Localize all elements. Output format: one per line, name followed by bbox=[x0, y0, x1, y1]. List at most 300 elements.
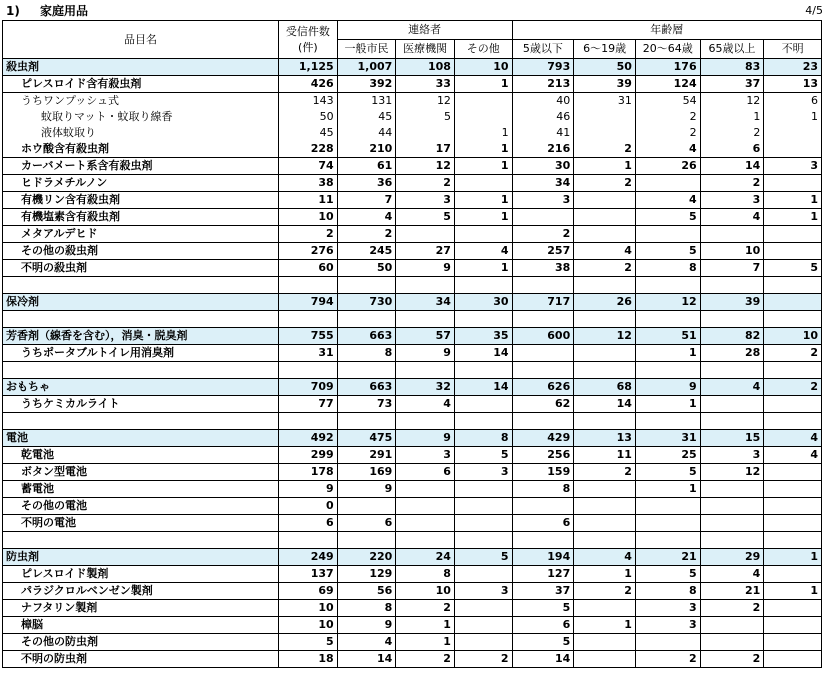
value-cell: 6 bbox=[512, 617, 574, 634]
value-cell: 7 bbox=[700, 260, 764, 277]
item-name: その他の防虫剤 bbox=[3, 634, 279, 651]
category-row bbox=[3, 549, 822, 566]
category-row bbox=[3, 294, 822, 311]
item-name bbox=[3, 532, 279, 549]
value-cell bbox=[512, 277, 574, 294]
value-cell: 5 bbox=[396, 109, 455, 125]
value-cell bbox=[279, 362, 338, 379]
value-cell bbox=[574, 311, 636, 328]
col-header-contact: 連絡者 bbox=[337, 21, 512, 40]
item-name: その他の電池 bbox=[3, 498, 279, 515]
table-row bbox=[3, 125, 822, 141]
value-cell: 5 bbox=[512, 634, 574, 651]
table-body bbox=[3, 59, 822, 668]
value-cell bbox=[574, 515, 636, 532]
value-cell: 38 bbox=[512, 260, 574, 277]
value-cell: 249 bbox=[279, 549, 338, 566]
value-cell: 2 bbox=[635, 651, 700, 668]
value-cell bbox=[454, 566, 512, 583]
value-cell: 4 bbox=[574, 243, 636, 260]
value-cell: 25 bbox=[635, 447, 700, 464]
value-cell: 4 bbox=[574, 549, 636, 566]
value-cell: 2 bbox=[396, 600, 455, 617]
value-cell: 245 bbox=[337, 243, 396, 260]
value-cell: 291 bbox=[337, 447, 396, 464]
value-cell bbox=[635, 515, 700, 532]
value-cell bbox=[764, 294, 822, 311]
value-cell bbox=[454, 311, 512, 328]
col-header-age-6-19: 6～19歳 bbox=[574, 40, 636, 59]
value-cell: 143 bbox=[279, 93, 338, 110]
value-cell bbox=[574, 109, 636, 125]
value-cell: 2 bbox=[396, 651, 455, 668]
value-cell: 1 bbox=[764, 109, 822, 125]
value-cell bbox=[396, 125, 455, 141]
value-cell: 8 bbox=[337, 345, 396, 362]
value-cell: 3 bbox=[512, 192, 574, 209]
value-cell: 717 bbox=[512, 294, 574, 311]
value-cell bbox=[574, 634, 636, 651]
value-cell: 37 bbox=[512, 583, 574, 600]
table-row bbox=[3, 260, 822, 277]
value-cell: 2 bbox=[574, 175, 636, 192]
value-cell: 194 bbox=[512, 549, 574, 566]
col-header-age: 年齢層 bbox=[512, 21, 821, 40]
value-cell: 2 bbox=[574, 260, 636, 277]
value-cell bbox=[700, 413, 764, 430]
value-cell: 2 bbox=[635, 125, 700, 141]
col-header-contact-other: その他 bbox=[454, 40, 512, 59]
table-row bbox=[3, 192, 822, 209]
value-cell: 54 bbox=[635, 93, 700, 110]
value-cell bbox=[396, 515, 455, 532]
value-cell: 10 bbox=[454, 59, 512, 76]
value-cell: 14 bbox=[574, 396, 636, 413]
value-cell: 82 bbox=[700, 328, 764, 345]
value-cell bbox=[512, 532, 574, 549]
value-cell: 41 bbox=[512, 125, 574, 141]
value-cell bbox=[337, 413, 396, 430]
value-cell: 30 bbox=[454, 294, 512, 311]
value-cell bbox=[512, 345, 574, 362]
value-cell bbox=[700, 481, 764, 498]
value-cell: 34 bbox=[512, 175, 574, 192]
table-row bbox=[3, 498, 822, 515]
item-name: ピレスロイド含有殺虫剤 bbox=[3, 76, 279, 93]
value-cell: 1 bbox=[635, 481, 700, 498]
value-cell: 26 bbox=[635, 158, 700, 175]
value-cell: 1 bbox=[574, 158, 636, 175]
value-cell bbox=[764, 464, 822, 481]
col-header-age-0-5: 5歳以下 bbox=[512, 40, 574, 59]
value-cell: 23 bbox=[764, 59, 822, 76]
value-cell bbox=[764, 277, 822, 294]
value-cell: 73 bbox=[337, 396, 396, 413]
item-name: 蓄電池 bbox=[3, 481, 279, 498]
table-row bbox=[3, 634, 822, 651]
value-cell: 10 bbox=[700, 243, 764, 260]
value-cell: 794 bbox=[279, 294, 338, 311]
section-title: 家庭用品 bbox=[40, 4, 89, 18]
value-cell: 600 bbox=[512, 328, 574, 345]
value-cell: 2 bbox=[700, 651, 764, 668]
value-cell bbox=[454, 481, 512, 498]
value-cell: 124 bbox=[635, 76, 700, 93]
item-name: 液体蚊取り bbox=[3, 125, 279, 141]
value-cell: 1 bbox=[700, 109, 764, 125]
spacer-row bbox=[3, 532, 822, 549]
value-cell: 7 bbox=[337, 192, 396, 209]
value-cell: 14 bbox=[337, 651, 396, 668]
value-cell: 12 bbox=[700, 464, 764, 481]
value-cell bbox=[635, 362, 700, 379]
value-cell: 1 bbox=[454, 192, 512, 209]
table-row bbox=[3, 226, 822, 243]
value-cell bbox=[396, 481, 455, 498]
value-cell bbox=[635, 311, 700, 328]
item-name: 電池 bbox=[3, 430, 279, 447]
value-cell: 1,125 bbox=[279, 59, 338, 76]
value-cell: 4 bbox=[454, 243, 512, 260]
value-cell: 12 bbox=[574, 328, 636, 345]
value-cell bbox=[396, 311, 455, 328]
value-cell bbox=[396, 532, 455, 549]
value-cell bbox=[635, 277, 700, 294]
value-cell: 299 bbox=[279, 447, 338, 464]
value-cell bbox=[574, 125, 636, 141]
value-cell: 2 bbox=[700, 175, 764, 192]
value-cell: 3 bbox=[635, 617, 700, 634]
page-number: 4/5 bbox=[805, 4, 823, 17]
value-cell: 131 bbox=[337, 93, 396, 110]
value-cell: 83 bbox=[700, 59, 764, 76]
value-cell: 9 bbox=[279, 481, 338, 498]
value-cell: 256 bbox=[512, 447, 574, 464]
item-name: パラジクロルベンゼン製剤 bbox=[3, 583, 279, 600]
table-row bbox=[3, 447, 822, 464]
value-cell: 60 bbox=[279, 260, 338, 277]
value-cell bbox=[764, 125, 822, 141]
col-header-age-unknown: 不明 bbox=[764, 40, 822, 59]
value-cell: 2 bbox=[764, 379, 822, 396]
value-cell: 51 bbox=[635, 328, 700, 345]
value-cell bbox=[574, 277, 636, 294]
value-cell: 1,007 bbox=[337, 59, 396, 76]
value-cell: 74 bbox=[279, 158, 338, 175]
value-cell: 21 bbox=[635, 549, 700, 566]
value-cell bbox=[764, 175, 822, 192]
value-cell bbox=[764, 413, 822, 430]
value-cell: 35 bbox=[454, 328, 512, 345]
value-cell bbox=[700, 396, 764, 413]
value-cell: 2 bbox=[512, 226, 574, 243]
value-cell: 626 bbox=[512, 379, 574, 396]
value-cell: 5 bbox=[279, 634, 338, 651]
value-cell: 6 bbox=[337, 515, 396, 532]
table-row bbox=[3, 209, 822, 226]
value-cell: 4 bbox=[635, 141, 700, 158]
value-cell bbox=[700, 311, 764, 328]
value-cell bbox=[574, 532, 636, 549]
category-row bbox=[3, 328, 822, 345]
value-cell: 4 bbox=[337, 634, 396, 651]
value-cell bbox=[635, 634, 700, 651]
value-cell: 28 bbox=[700, 345, 764, 362]
value-cell: 220 bbox=[337, 549, 396, 566]
value-cell bbox=[279, 413, 338, 430]
value-cell: 3 bbox=[764, 158, 822, 175]
value-cell bbox=[764, 617, 822, 634]
col-header-age-65-plus: 65歳以上 bbox=[700, 40, 764, 59]
spacer-row bbox=[3, 311, 822, 328]
item-name: 樟脳 bbox=[3, 617, 279, 634]
value-cell bbox=[396, 226, 455, 243]
value-cell: 10 bbox=[279, 600, 338, 617]
item-name: ヒドラメチルノン bbox=[3, 175, 279, 192]
value-cell: 14 bbox=[512, 651, 574, 668]
value-cell: 730 bbox=[337, 294, 396, 311]
value-cell bbox=[574, 226, 636, 243]
value-cell bbox=[396, 277, 455, 294]
value-cell: 27 bbox=[396, 243, 455, 260]
col-header-item: 品目名 bbox=[3, 21, 279, 59]
table-row bbox=[3, 481, 822, 498]
value-cell: 5 bbox=[635, 243, 700, 260]
value-cell: 4 bbox=[764, 447, 822, 464]
value-cell bbox=[574, 362, 636, 379]
value-cell: 38 bbox=[279, 175, 338, 192]
value-cell: 9 bbox=[396, 260, 455, 277]
item-name: 有機塩素含有殺虫剤 bbox=[3, 209, 279, 226]
item-name: カーバメート系含有殺虫剤 bbox=[3, 158, 279, 175]
item-name: 芳香剤（線香を含む），消臭・脱臭剤 bbox=[3, 328, 279, 345]
table-row bbox=[3, 93, 822, 110]
table-row bbox=[3, 76, 822, 93]
value-cell bbox=[454, 277, 512, 294]
value-cell: 1 bbox=[454, 158, 512, 175]
value-cell: 15 bbox=[700, 430, 764, 447]
value-cell: 1 bbox=[764, 583, 822, 600]
item-name: おもちゃ bbox=[3, 379, 279, 396]
value-cell: 1 bbox=[396, 617, 455, 634]
value-cell: 32 bbox=[396, 379, 455, 396]
value-cell: 39 bbox=[574, 76, 636, 93]
value-cell bbox=[700, 226, 764, 243]
value-cell: 228 bbox=[279, 141, 338, 158]
item-name: 蚊取りマット・蚊取り線香 bbox=[3, 109, 279, 125]
value-cell bbox=[454, 532, 512, 549]
value-cell: 50 bbox=[279, 109, 338, 125]
item-name bbox=[3, 277, 279, 294]
value-cell: 5 bbox=[635, 464, 700, 481]
value-cell bbox=[764, 634, 822, 651]
value-cell bbox=[337, 532, 396, 549]
item-name: 不明の電池 bbox=[3, 515, 279, 532]
table-row bbox=[3, 175, 822, 192]
value-cell: 663 bbox=[337, 379, 396, 396]
value-cell: 8 bbox=[512, 481, 574, 498]
value-cell bbox=[764, 651, 822, 668]
value-cell: 50 bbox=[337, 260, 396, 277]
value-cell: 40 bbox=[512, 93, 574, 110]
value-cell: 56 bbox=[337, 583, 396, 600]
value-cell: 10 bbox=[279, 617, 338, 634]
value-cell: 6 bbox=[396, 464, 455, 481]
value-cell bbox=[512, 413, 574, 430]
value-cell: 2 bbox=[574, 583, 636, 600]
value-cell: 1 bbox=[574, 617, 636, 634]
value-cell: 4 bbox=[700, 566, 764, 583]
value-cell: 8 bbox=[337, 600, 396, 617]
value-cell: 210 bbox=[337, 141, 396, 158]
value-cell bbox=[454, 175, 512, 192]
statistics-table bbox=[2, 20, 822, 668]
value-cell: 1 bbox=[574, 566, 636, 583]
value-cell: 9 bbox=[337, 617, 396, 634]
col-header-contact-medical: 医療機関 bbox=[396, 40, 455, 59]
value-cell bbox=[279, 277, 338, 294]
value-cell: 1 bbox=[454, 141, 512, 158]
value-cell: 2 bbox=[454, 651, 512, 668]
value-cell bbox=[454, 226, 512, 243]
value-cell bbox=[700, 634, 764, 651]
value-cell: 18 bbox=[279, 651, 338, 668]
value-cell bbox=[635, 413, 700, 430]
value-cell bbox=[337, 362, 396, 379]
table-row bbox=[3, 583, 822, 600]
value-cell: 14 bbox=[454, 379, 512, 396]
value-cell: 159 bbox=[512, 464, 574, 481]
value-cell: 6 bbox=[764, 93, 822, 110]
value-cell bbox=[574, 481, 636, 498]
value-cell bbox=[454, 93, 512, 110]
value-cell: 50 bbox=[574, 59, 636, 76]
value-cell: 45 bbox=[279, 125, 338, 141]
value-cell: 4 bbox=[700, 209, 764, 226]
value-cell: 5 bbox=[635, 566, 700, 583]
value-cell bbox=[700, 515, 764, 532]
category-row bbox=[3, 430, 822, 447]
value-cell: 2 bbox=[700, 600, 764, 617]
item-name: メタアルデヒド bbox=[3, 226, 279, 243]
value-cell: 9 bbox=[635, 379, 700, 396]
value-cell: 14 bbox=[700, 158, 764, 175]
value-cell: 6 bbox=[700, 141, 764, 158]
table-row bbox=[3, 617, 822, 634]
value-cell: 3 bbox=[454, 583, 512, 600]
value-cell bbox=[512, 362, 574, 379]
value-cell bbox=[764, 311, 822, 328]
value-cell bbox=[574, 209, 636, 226]
value-cell: 5 bbox=[635, 209, 700, 226]
value-cell: 1 bbox=[635, 345, 700, 362]
value-cell bbox=[454, 413, 512, 430]
value-cell: 755 bbox=[279, 328, 338, 345]
value-cell: 8 bbox=[635, 583, 700, 600]
value-cell bbox=[337, 498, 396, 515]
value-cell bbox=[512, 311, 574, 328]
value-cell: 129 bbox=[337, 566, 396, 583]
value-cell: 12 bbox=[396, 158, 455, 175]
value-cell: 169 bbox=[337, 464, 396, 481]
value-cell: 276 bbox=[279, 243, 338, 260]
table-row bbox=[3, 141, 822, 158]
value-cell bbox=[700, 498, 764, 515]
value-cell bbox=[279, 532, 338, 549]
value-cell: 13 bbox=[574, 430, 636, 447]
value-cell: 10 bbox=[396, 583, 455, 600]
category-row bbox=[3, 59, 822, 76]
value-cell: 2 bbox=[337, 226, 396, 243]
value-cell: 793 bbox=[512, 59, 574, 76]
value-cell: 5 bbox=[764, 260, 822, 277]
value-cell: 5 bbox=[512, 600, 574, 617]
item-name: うちポータブルトイレ用消臭剤 bbox=[3, 345, 279, 362]
value-cell: 1 bbox=[454, 125, 512, 141]
value-cell: 1 bbox=[764, 209, 822, 226]
value-cell: 6 bbox=[279, 515, 338, 532]
value-cell bbox=[764, 515, 822, 532]
table-row bbox=[3, 396, 822, 413]
value-cell: 11 bbox=[574, 447, 636, 464]
value-cell: 12 bbox=[396, 93, 455, 110]
value-cell: 21 bbox=[700, 583, 764, 600]
value-cell: 3 bbox=[635, 600, 700, 617]
value-cell bbox=[574, 651, 636, 668]
value-cell: 4 bbox=[700, 379, 764, 396]
value-cell: 257 bbox=[512, 243, 574, 260]
item-name: 有機リン含有殺虫剤 bbox=[3, 192, 279, 209]
value-cell: 68 bbox=[574, 379, 636, 396]
value-cell: 426 bbox=[279, 76, 338, 93]
value-cell bbox=[396, 362, 455, 379]
value-cell bbox=[454, 396, 512, 413]
value-cell: 8 bbox=[396, 566, 455, 583]
value-cell bbox=[574, 345, 636, 362]
value-cell: 17 bbox=[396, 141, 455, 158]
value-cell bbox=[764, 600, 822, 617]
value-cell: 1 bbox=[764, 192, 822, 209]
section-heading bbox=[6, 2, 88, 19]
value-cell: 2 bbox=[574, 141, 636, 158]
table-row bbox=[3, 651, 822, 668]
value-cell: 34 bbox=[396, 294, 455, 311]
value-cell: 4 bbox=[635, 192, 700, 209]
value-cell bbox=[454, 617, 512, 634]
value-cell: 216 bbox=[512, 141, 574, 158]
col-header-received-label: 受信件数 bbox=[285, 24, 330, 38]
value-cell: 2 bbox=[764, 345, 822, 362]
item-name bbox=[3, 362, 279, 379]
item-name: 不明の防虫剤 bbox=[3, 651, 279, 668]
value-cell: 39 bbox=[700, 294, 764, 311]
col-header-contact-public: 一般市民 bbox=[337, 40, 396, 59]
value-cell: 5 bbox=[454, 549, 512, 566]
category-row bbox=[3, 379, 822, 396]
value-cell: 4 bbox=[764, 430, 822, 447]
value-cell: 9 bbox=[396, 345, 455, 362]
value-cell bbox=[764, 226, 822, 243]
value-cell bbox=[454, 109, 512, 125]
item-name: 不明の殺虫剤 bbox=[3, 260, 279, 277]
value-cell bbox=[764, 141, 822, 158]
value-cell: 392 bbox=[337, 76, 396, 93]
value-cell: 24 bbox=[396, 549, 455, 566]
value-cell: 3 bbox=[396, 447, 455, 464]
value-cell bbox=[700, 532, 764, 549]
value-cell: 1 bbox=[454, 209, 512, 226]
value-cell: 13 bbox=[764, 76, 822, 93]
